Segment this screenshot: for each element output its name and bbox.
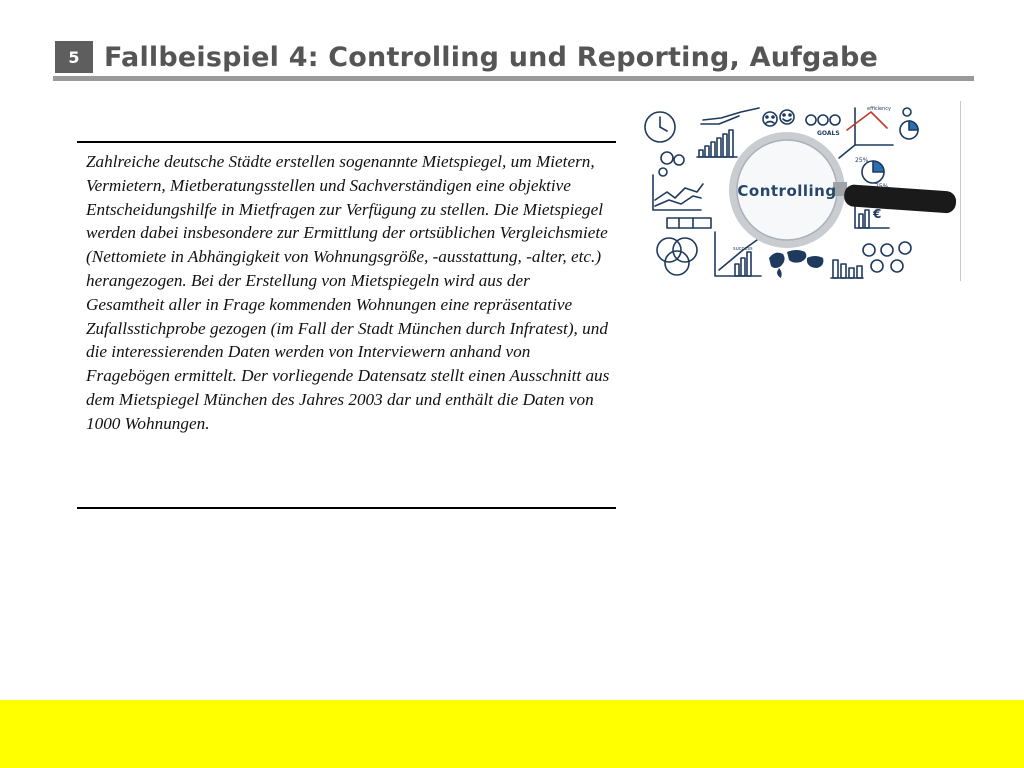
controlling-illustration	[641, 100, 959, 280]
footer-band	[0, 700, 1024, 768]
gears-icon-right	[863, 242, 911, 272]
lens-label: Controlling	[737, 182, 837, 200]
smiley-icons	[763, 110, 794, 126]
venn-diagram-icon	[657, 238, 697, 275]
illustration-border	[960, 101, 961, 281]
title-underline	[53, 76, 974, 81]
magnifying-glass-icon	[733, 136, 957, 244]
bar-chart-icon	[697, 130, 737, 157]
pie-chart-icon-2	[862, 161, 884, 183]
world-map-icon	[769, 250, 823, 278]
goals-label: GOALS	[817, 130, 840, 137]
slide-number-badge: 5	[55, 41, 93, 73]
percent-label-2: 75%	[875, 183, 889, 190]
success-label: success	[733, 246, 753, 252]
trend-line-icon	[701, 108, 759, 124]
page-title: Fallbeispiel 4: Controlling und Reporting, Aufgabe	[104, 42, 879, 73]
efficiency-label: efficiency	[867, 106, 892, 112]
currency-icon	[855, 206, 889, 228]
percent-label: 25%	[855, 157, 869, 164]
clock-icon	[645, 112, 675, 142]
axes-icon	[839, 108, 893, 158]
pie-chart-icon	[900, 108, 918, 139]
body-paragraph: Zahlreiche deutsche Städte erstellen sogenannte Mietspiegel, um Mietern, Vermietern, Mietberatungsstellen und Sachverständigen eine objektive Entscheidungshilfe in Mietfragen zur Verfügung zu stellen. Die Mietspiegel werden dabei insbesondere zur Ermittlung der ortsüblichen Vergleichsmiete (Nettomiete in Abhängigkeit von Wohnungsgröße, -ausstattung, -alter, etc.) herangezogen. Bei der Erstellung von Mietspiegeln wird aus der Gesamtheit aller in Frage kommenden Wohnungen eine repräsentative Zufallsstichprobe gezogen (im Fall der Stadt München durch Infratest), und die interessierenden Daten werden von Interviewern anhand von Fragebögen ermittelt. Der vorliegende Datensatz stellt einen Ausschnitt aus dem Mietspiegel München des Jahres 2003 dar und enthält die Daten von 1000 Wohnungen.	[86, 152, 610, 433]
bars-icon-right	[831, 260, 863, 278]
gears-icon-left	[659, 152, 684, 176]
table-icon	[667, 218, 711, 228]
goals-icon	[806, 115, 840, 125]
success-chart-icon	[715, 232, 761, 276]
text-box	[77, 141, 616, 509]
currency-label: €	[873, 207, 882, 221]
line-chart-icon	[653, 175, 703, 210]
